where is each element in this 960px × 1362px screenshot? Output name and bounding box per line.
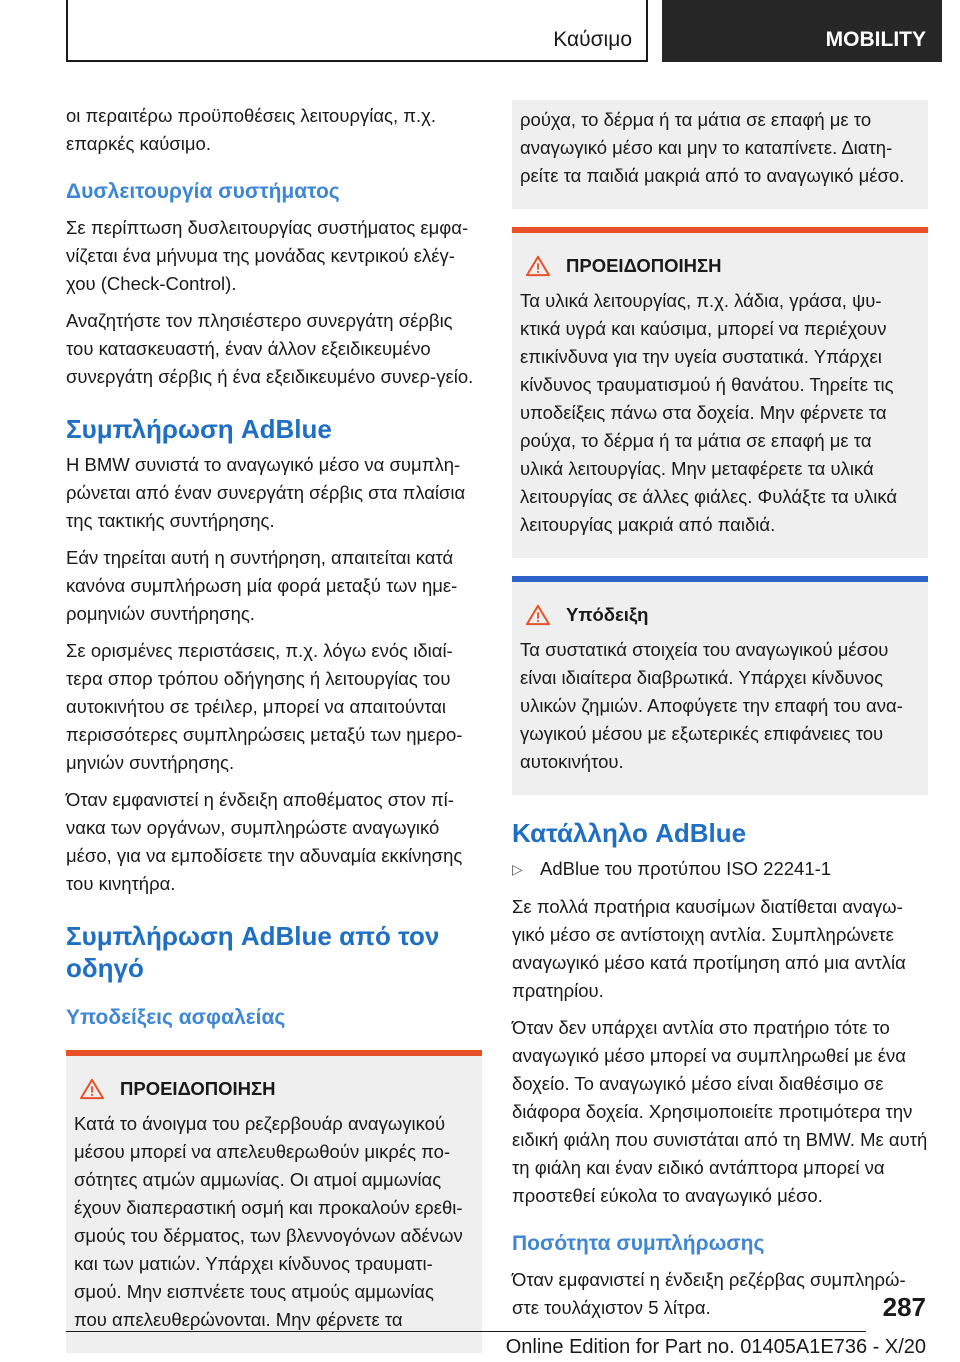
page-number: 287 [882,1292,926,1322]
refill-paragraph-1: Η BMW συνιστά το αναγωγικό μέσο να συμπλη-ρώνεται από έναν συνεργάτη σέρβις στα πλαίσια της τακτικής συντήρησης. [66,454,466,531]
warning-box-ammonia-continued [512,100,928,209]
right-column [512,100,928,1331]
refill-paragraph-3: Σε ορισμένες περιστάσεις, π.χ. λόγω ενός ιδιαί-τερα σπορ τρόπου οδήγησης ή λειτουργίας του αυτοκινήτου σε τρέιλερ, μπορεί να απαιτούνται περισσότερες συμπληρώσεις μεταξύ των ημερο-μηνιών συντήρησης. [66,640,463,773]
warning-text: Κατά το άνοιγμα του ρεζερβουάρ αναγωγικού μέσου μπορεί να απελευθερωθούν μικρές πο-σότητες ατμών αμμωνίας. Οι ατμοί αμμωνίας έχουν διαπεραστική οσμή και προκαλούν ερεθι-σμούς του δέρματος, των βλεννογόνων αδένων και των ματιών. Υπάρχει κίνδυνος τραυματι-σμού. Μην εισπνέετε τους ατμούς αμμωνίας που απελευθερώνονται. Μην φέρνετε τα [74,1113,463,1330]
heading-refill-adblue: Συμπλήρωση AdBlue [66,414,332,444]
heading-safety-notes: Υποδείξεις ασφαλείας [66,1006,286,1029]
refill-paragraph-4: Όταν εμφανιστεί η ένδειξη αποθέματος στον πί-νακα των οργάνων, συμπληρώστε αναγωγικό μέσο, για να εμποδίσετε την αδυναμία εκκίνησης του κινητήρα. [66,789,463,894]
header-section-label: MOBILITY [662,0,942,62]
warning-text-continued: ρούχα, το δέρμα ή τα μάτια σε επαφή με το αναγωγικό μέσο και μην το καταπίνετε. Διατη-ρείτε τα παιδιά μακριά από το αναγωγικό μέσο. [520,109,905,186]
malfunction-paragraph-2: Αναζητήστε τον πλησιέστερο συνεργάτη σέρβις του κατασκευαστή, έναν άλλον εξειδικευμένο συνεργάτη σέρβις ή ένα εξειδικευμένο συνερ-γείο. [66,310,474,387]
warning-triangle-icon [524,255,552,277]
list-item [512,855,928,883]
warning-title: ΠΡΟΕΙΔΟΠΟΙΗΣΗ [566,255,722,276]
warning-title: ΠΡΟΕΙΔΟΠΟΙΗΣΗ [120,1078,276,1099]
heading-malfunction: Δυσλειτουργία συστήματος [66,180,340,203]
triangle-bullet-icon: ▷ [512,861,523,877]
footer-edition: Online Edition for Part no. 01405A1E736 - X/20 [505,1336,926,1358]
hint-title: Υπόδειξη [566,604,649,625]
left-column [66,100,482,1353]
heading-driver-refill: Συμπλήρωση AdBlue από τον οδηγό [66,921,440,983]
heading-fill-quantity: Ποσότητα συμπλήρωσης [512,1232,765,1255]
heading-suitable-adblue: Κατάλληλο AdBlue [512,818,747,848]
footer-divider [66,1331,866,1332]
header-chapter-tab: Καύσιμο [66,0,648,62]
warning-text: Τα υλικά λειτουργίας, π.χ. λάδια, γράσα, ψυ-κτικά υγρά και καύσιμα, μπορεί να περιέχουν επικίνδυνα για την υγεία συστατικά. Υπάρχει κίνδυνος τραυματισμού ή θανάτου. Τηρείτε τις υποδείξεις πάνω στα δοχεία. Μην φέρνετε τα ρούχα, το δέρμα ή τα μάτια σε επαφή με τα υλικά λειτουργίας. Μην μεταφέρετε τα υλικά λειτουργίας σε άλλες φιάλες. Φυλάξτε τα υλικά λειτουργίας μακριά από παιδιά. [520,290,898,535]
warning-box-operating-fluids [512,227,928,558]
warning-triangle-icon [524,604,552,626]
bullet-text: AdBlue του προτύπου ISO 22241-1 [540,858,832,879]
hint-box-corrosive [512,576,928,795]
intro-paragraph: οι περαιτέρω προϋποθέσεις λειτουργίας, π.χ. επαρκές καύσιμο. [66,105,436,154]
warning-triangle-icon [78,1078,106,1100]
malfunction-paragraph-1: Σε περίπτωση δυσλειτουργίας συστήματος εμφα-νίζεται ένα μήνυμα της μονάδας κεντρικού ελέγ-χου (Check-Control). [66,217,469,294]
hint-text: Τα συστατικά στοιχεία του αναγωγικού μέσου είναι ιδιαίτερα διαβρωτικά. Υπάρχει κίνδυνος υλικών ζημιών. Αποφύγετε την επαφή του ανα-γωγικού μέσου με εξωτερικές επιφάνειες του αυτοκινήτου. [520,639,903,772]
warning-box-ammonia [66,1050,482,1353]
suitable-paragraph-2: Όταν δεν υπάρχει αντλία στο πρατήριο τότε το αναγωγικό μέσο μπορεί να συμπληρωθεί με ένα δοχείο. Το αναγωγικό μέσο είναι διαθέσιμο σε διάφορα δοχεία. Χρησιμοποιείτε προτιμότερα την ειδική φιάλη που συνιστάται από τη BMW. Με αυτή τη φιάλη και έναν ειδικό αντάπτορα μπορεί να προστεθεί εύκολα το αναγωγικό μέσο. [512,1017,928,1206]
refill-paragraph-2: Εάν τηρείται αυτή η συντήρηση, απαιτείται κατά κανόνα συμπλήρωση μία φορά μεταξύ των ημε-ρομηνιών συντήρησης. [66,547,458,624]
quantity-paragraph: Όταν εμφανιστεί η ένδειξη ρεζέρβας συμπληρώ-στε τουλάχιστον 5 λίτρα. [512,1269,906,1318]
suitable-paragraph-1: Σε πολλά πρατήρια καυσίμων διατίθεται αναγω-γικό μέσο σε αντίστοιχη αντλία. Συμπληρώνετε αναγωγικό μέσο κατά προτίμηση από μια αντλία πρατηρίου. [512,896,906,1001]
